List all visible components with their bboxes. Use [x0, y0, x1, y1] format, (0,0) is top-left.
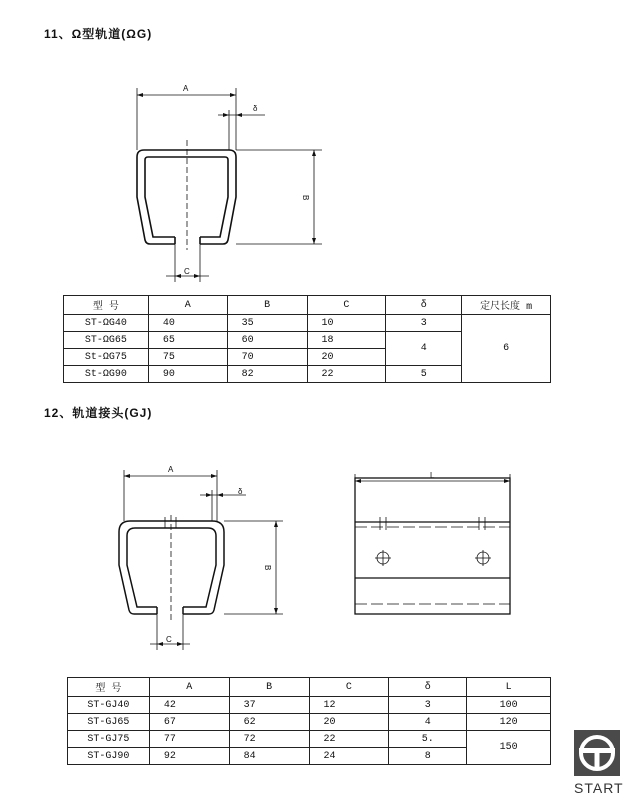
cell-model: ST-GJ65 [68, 714, 150, 731]
start-logo-text: START [574, 780, 624, 796]
cell-l: 150 [467, 731, 551, 765]
header-l: L [467, 678, 551, 697]
cell-a: 90 [148, 366, 227, 383]
cell-model: St-ΩG90 [64, 366, 149, 383]
cell-c: 10 [307, 315, 386, 332]
table-header-row [68, 678, 551, 697]
header-b: B [227, 296, 307, 315]
cell-a: 75 [148, 349, 227, 366]
cell-l: 100 [467, 697, 551, 714]
joint-dim-a-label: A [168, 465, 174, 474]
header-model: 型 号 [64, 296, 149, 315]
cell-model: ST-GJ90 [68, 748, 150, 765]
cell-delta: 3 [389, 697, 467, 714]
cell-b: 35 [227, 315, 307, 332]
cell-a: 67 [149, 714, 229, 731]
cell-b: 82 [227, 366, 307, 383]
cell-a: 77 [149, 731, 229, 748]
header-c: C [309, 678, 389, 697]
cell-b: 37 [229, 697, 309, 714]
joint-dim-delta-label: δ [238, 487, 243, 496]
header-c: C [307, 296, 386, 315]
cell-delta: 4 [389, 714, 467, 731]
cell-model: ST-ΩG40 [64, 315, 149, 332]
cell-model: ST-GJ75 [68, 731, 150, 748]
cell-c: 18 [307, 332, 386, 349]
cell-a: 92 [149, 748, 229, 765]
cell-b: 72 [229, 731, 309, 748]
header-delta: δ [386, 296, 462, 315]
cell-b: 62 [229, 714, 309, 731]
cell-b: 60 [227, 332, 307, 349]
cell-delta: 5. [389, 731, 467, 748]
joint-dim-b-label: B [263, 565, 272, 571]
header-a: A [149, 678, 229, 697]
header-b: B [229, 678, 309, 697]
cell-delta: 3 [386, 315, 462, 332]
cell-c: 24 [309, 748, 389, 765]
header-a: A [148, 296, 227, 315]
cell-c: 22 [309, 731, 389, 748]
dim-a-label: A [183, 84, 189, 93]
header-length: 定尺长度 m [462, 296, 551, 315]
section-11-heading: 11、Ω型轨道(ΩG) [44, 27, 153, 41]
header-delta: δ [389, 678, 467, 697]
header-model: 型 号 [68, 678, 150, 697]
rail-joint-spec-table [67, 677, 551, 765]
dim-c-label: C [184, 267, 190, 276]
cell-l: 120 [467, 714, 551, 731]
cell-model: ST-ΩG65 [64, 332, 149, 349]
table-row [68, 697, 551, 714]
table-row [68, 714, 551, 731]
cell-c: 12 [309, 697, 389, 714]
table-row [68, 731, 551, 748]
cell-delta: 5 [386, 366, 462, 383]
start-logo [574, 730, 624, 796]
cell-delta: 8 [389, 748, 467, 765]
dim-delta-label: δ [253, 104, 258, 113]
cell-c: 20 [307, 349, 386, 366]
cell-a: 42 [149, 697, 229, 714]
cell-c: 22 [307, 366, 386, 383]
cell-b: 70 [227, 349, 307, 366]
cell-model: St-ΩG75 [64, 349, 149, 366]
dim-b-label: B [301, 195, 310, 201]
cell-length: 6 [462, 315, 551, 383]
joint-dim-l-label: L [430, 471, 435, 480]
cell-delta: 4 [386, 332, 462, 366]
joint-dim-c-label: C [166, 635, 172, 644]
cell-c: 20 [309, 714, 389, 731]
section-12-heading: 12、轨道接头(GJ) [44, 406, 153, 420]
cell-model: ST-GJ40 [68, 697, 150, 714]
cell-a: 40 [148, 315, 227, 332]
cell-b: 84 [229, 748, 309, 765]
start-logo-icon [574, 730, 620, 776]
cell-a: 65 [148, 332, 227, 349]
